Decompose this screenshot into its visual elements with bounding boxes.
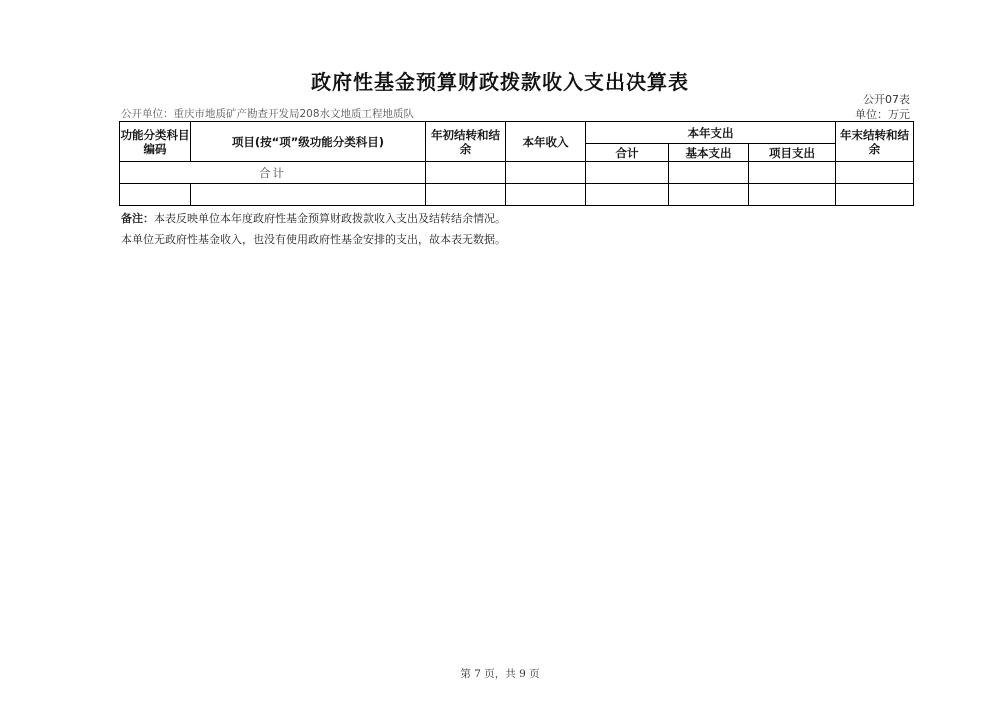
page-title: 政府性基金预算财政拨款收入支出决算表 <box>311 70 689 94</box>
header-code: 功能分类科目编码 <box>120 122 191 162</box>
cell-expense-total <box>586 184 669 206</box>
cell-end-balance-total <box>836 162 914 184</box>
table-row <box>120 184 914 206</box>
header-income: 本年收入 <box>506 122 586 162</box>
cell-expense-project-total <box>749 162 836 184</box>
unit-label: 单位：万元 <box>855 108 910 121</box>
header-expense-basic: 基本支出 <box>669 144 749 162</box>
note-label: 备注： <box>121 212 154 225</box>
note-line-2: 本单位无政府性基金收入，也没有使用政府性基金安排的支出，故本表无数据。 <box>121 233 506 246</box>
cell-expense-project <box>749 184 836 206</box>
cell-begin-balance <box>426 184 506 206</box>
budget-table <box>119 121 914 206</box>
organization-label: 公开单位：重庆市地质矿产勘查开发局208水文地质工程地质队 <box>121 108 415 120</box>
total-label: 合计 <box>120 162 426 184</box>
cell-income-total <box>506 162 586 184</box>
header-expense-group: 本年支出 <box>586 122 836 144</box>
cell-expense-total <box>586 162 669 184</box>
header-end-balance: 年末结转和结余 <box>836 122 914 162</box>
cell-code <box>120 184 191 206</box>
page-footer: 第 7 页，共 9 页 <box>460 668 540 680</box>
header-expense-total: 合计 <box>586 144 669 162</box>
header-begin-balance: 年初结转和结余 <box>426 122 506 162</box>
cell-income <box>506 184 586 206</box>
header-item: 项目(按“项”级功能分类科目) <box>191 122 426 162</box>
header-expense-project: 项目支出 <box>749 144 836 162</box>
cell-expense-basic-total <box>669 162 749 184</box>
table-row-total <box>120 162 914 184</box>
cell-end-balance <box>836 184 914 206</box>
form-number: 公开07表 <box>863 93 910 106</box>
cell-expense-basic <box>669 184 749 206</box>
note-line-1 <box>121 210 506 226</box>
cell-begin-balance-total <box>426 162 506 184</box>
cell-item <box>191 184 426 206</box>
note-text-1: 本表反映单位本年度政府性基金预算财政拨款收入支出及结转结余情况。 <box>154 212 506 225</box>
